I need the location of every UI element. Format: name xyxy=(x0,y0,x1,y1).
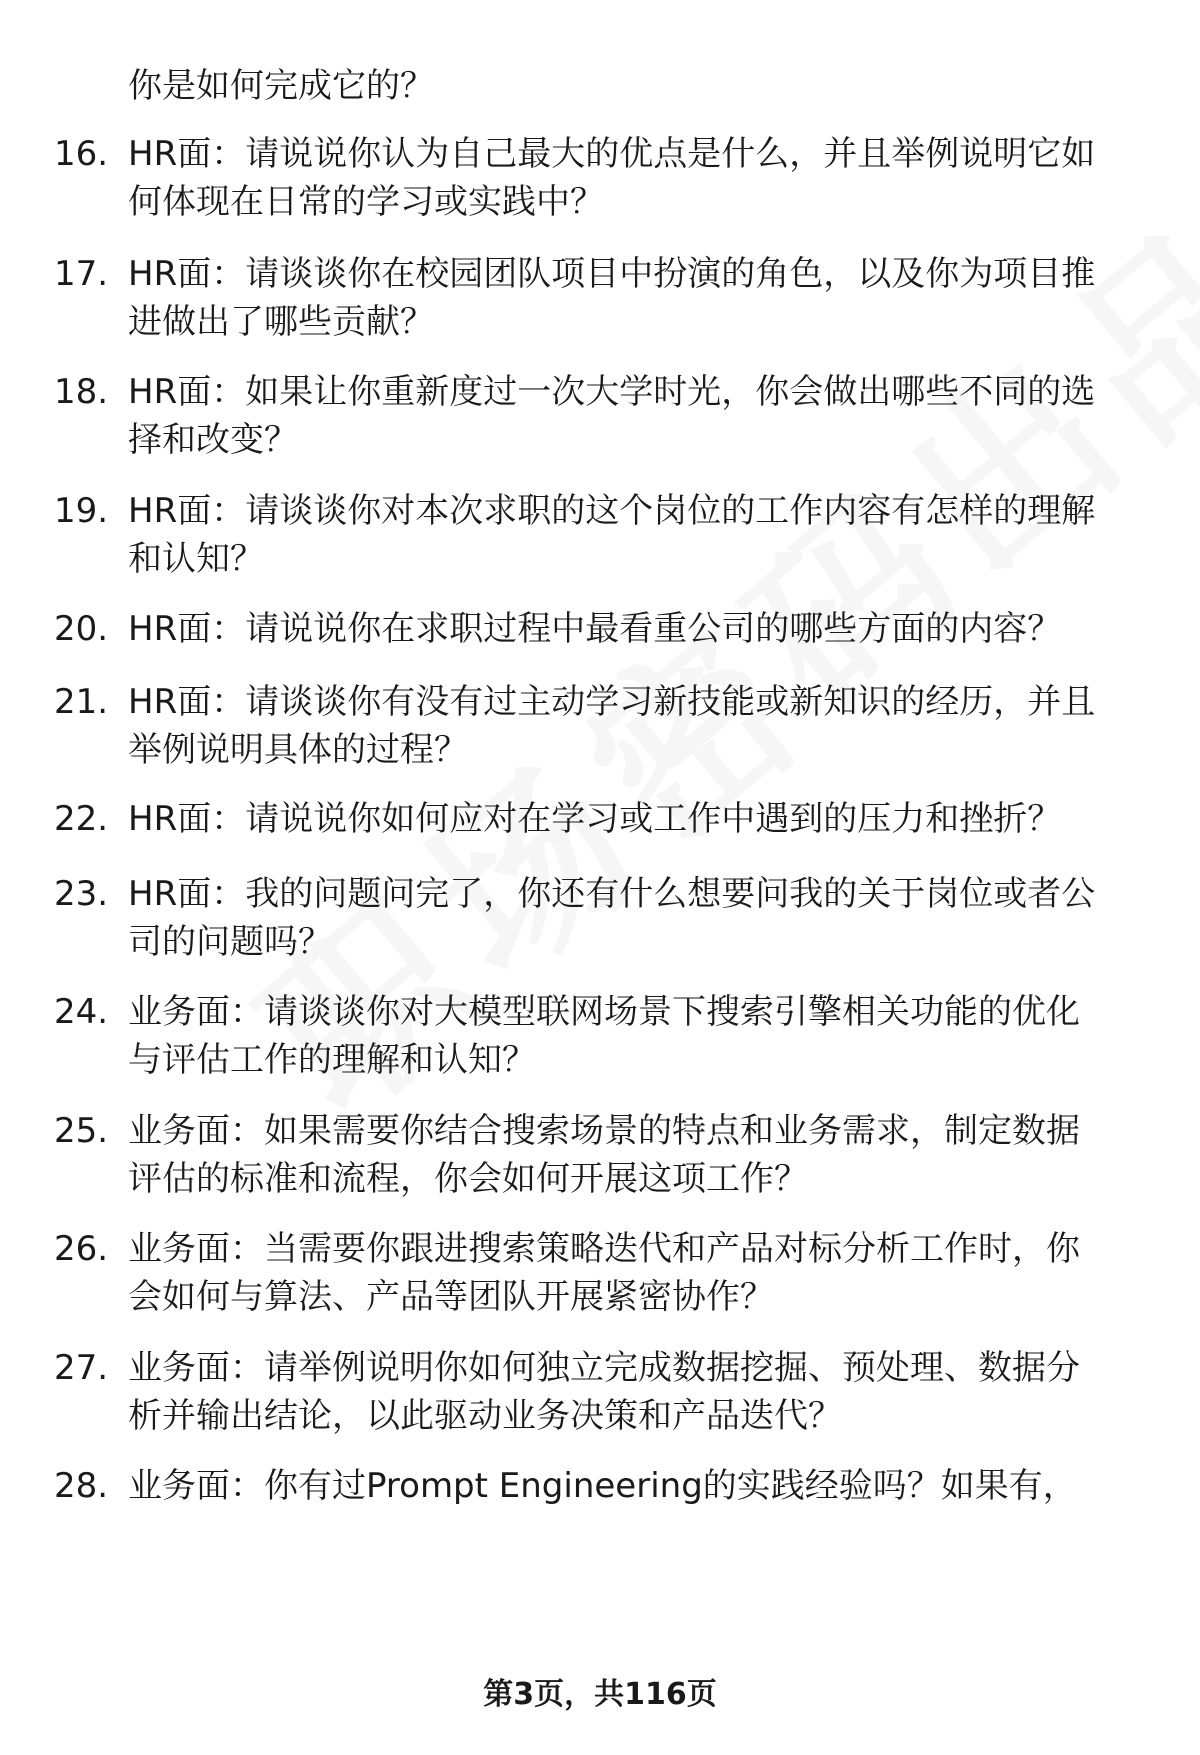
question-line: 举例说明具体的过程？ xyxy=(128,730,468,770)
question-line: 评估的标准和流程，你会如何开展这项工作？ xyxy=(128,1159,808,1199)
list-item xyxy=(0,368,1200,468)
question-number: 22. xyxy=(54,799,109,839)
question-line: 业务面：请谈谈你对大模型联网场景下搜索引擎相关功能的优化 xyxy=(128,992,1080,1032)
list-item xyxy=(0,678,1200,778)
question-line: 择和改变？ xyxy=(128,420,298,460)
question-number: 19. xyxy=(54,491,109,531)
question-text xyxy=(128,368,1168,464)
question-text xyxy=(128,795,1168,843)
list-item xyxy=(0,1225,1200,1325)
question-text xyxy=(128,1344,1168,1440)
list-item xyxy=(0,988,1200,1088)
list-item xyxy=(0,1107,1200,1207)
question-line: HR面：请谈谈你对本次求职的这个岗位的工作内容有怎样的理解 xyxy=(128,491,1096,531)
list-item xyxy=(0,130,1200,230)
question-line: HR面：我的问题问完了，你还有什么想要问我的关于岗位或者公 xyxy=(128,874,1096,914)
question-number: 25. xyxy=(54,1111,109,1151)
question-text xyxy=(128,1225,1168,1321)
question-number: 18. xyxy=(54,372,109,412)
question-line: HR面：请谈谈你有没有过主动学习新技能或新知识的经历，并且 xyxy=(128,682,1096,722)
question-text xyxy=(128,130,1168,226)
page-footer: 第3页，共116页 xyxy=(483,1677,717,1712)
continuation-text: 你是如何完成它的？ xyxy=(128,66,434,106)
question-text xyxy=(128,250,1168,346)
question-number: 26. xyxy=(54,1229,109,1269)
question-text xyxy=(128,988,1168,1084)
question-line: HR面：请说说你如何应对在学习或工作中遇到的压力和挫折？ xyxy=(128,799,1062,839)
question-line: 业务面：请举例说明你如何独立完成数据挖掘、预处理、数据分 xyxy=(128,1348,1080,1388)
question-text xyxy=(128,1462,1168,1510)
question-text xyxy=(128,605,1168,653)
question-text xyxy=(128,870,1168,966)
question-line: 业务面：你有过Prompt Engineering的实践经验吗？如果有， xyxy=(128,1466,1077,1506)
question-line: HR面：请说说你在求职过程中最看重公司的哪些方面的内容？ xyxy=(128,609,1062,649)
question-line: 业务面：如果需要你结合搜索场景的特点和业务需求，制定数据 xyxy=(128,1111,1080,1151)
list-item xyxy=(0,870,1200,970)
list-item xyxy=(0,1344,1200,1444)
list-item xyxy=(0,1462,1200,1562)
question-line: HR面：如果让你重新度过一次大学时光，你会做出哪些不同的选 xyxy=(128,372,1096,412)
question-line: 何体现在日常的学习或实践中？ xyxy=(128,182,604,222)
question-line: HR面：请说说你认为自己最大的优点是什么，并且举例说明它如 xyxy=(128,134,1096,174)
question-line: 业务面：当需要你跟进搜索策略迭代和产品对标分析工作时，你 xyxy=(128,1229,1080,1269)
list-item xyxy=(0,250,1200,350)
question-line: 会如何与算法、产品等团队开展紧密协作？ xyxy=(128,1277,774,1317)
question-text xyxy=(128,1107,1168,1203)
question-line: 析并输出结论，以此驱动业务决策和产品迭代？ xyxy=(128,1396,842,1436)
question-line: HR面：请谈谈你在校园团队项目中扮演的角色，以及你为项目推 xyxy=(128,254,1096,294)
question-line: 与评估工作的理解和认知？ xyxy=(128,1040,536,1080)
question-number: 28. xyxy=(54,1466,109,1506)
question-number: 23. xyxy=(54,874,109,914)
question-number: 17. xyxy=(54,254,109,294)
question-text xyxy=(128,487,1168,583)
question-number: 27. xyxy=(54,1348,109,1388)
question-number: 24. xyxy=(54,992,109,1032)
question-line: 司的问题吗？ xyxy=(128,922,332,962)
list-item xyxy=(0,487,1200,587)
question-line: 进做出了哪些贡献？ xyxy=(128,302,434,342)
question-text xyxy=(128,678,1168,774)
question-line: 和认知？ xyxy=(128,539,264,579)
question-number: 21. xyxy=(54,682,109,722)
question-number: 20. xyxy=(54,609,109,649)
question-number: 16. xyxy=(54,134,109,174)
